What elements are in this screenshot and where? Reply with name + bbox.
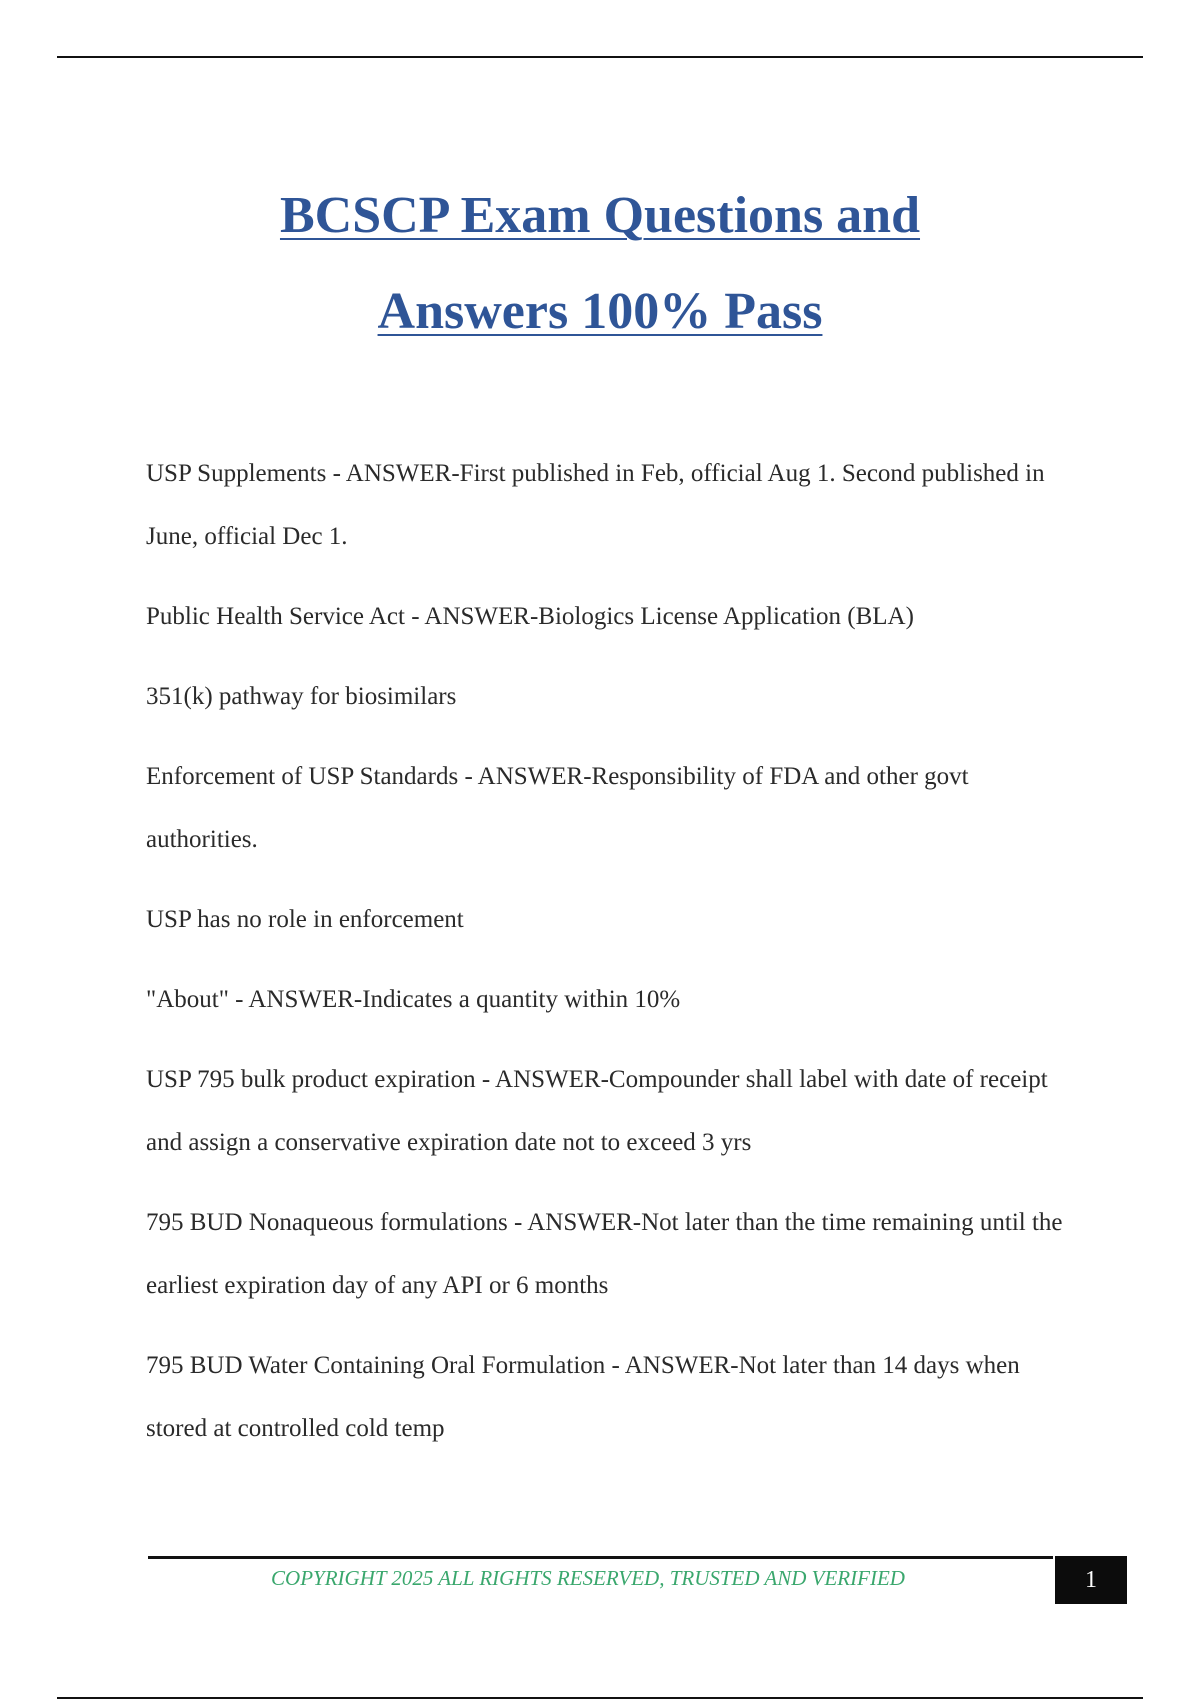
- document-body: [146, 442, 1066, 1477]
- paragraph: USP Supplements - ANSWER-First published in Feb, official Aug 1. Second published in June, official Dec 1.: [146, 460, 1045, 550]
- footer-rule: [148, 1556, 1053, 1559]
- page-number: 1: [1055, 1556, 1127, 1604]
- title-line-2: Answers 100% Pass: [377, 283, 823, 340]
- paragraph: USP has no role in enforcement: [146, 906, 464, 933]
- paragraph: USP 795 bulk product expiration - ANSWER-Compounder shall label with date of receipt and assign a conservative expiration date not to exceed 3 yrs: [146, 1066, 1048, 1156]
- paragraph: Enforcement of USP Standards - ANSWER-Responsibility of FDA and other govt authorities.: [146, 763, 969, 853]
- document-title: [0, 168, 1200, 360]
- paragraph: 795 BUD Nonaqueous formulations - ANSWER-Not later than the time remaining until the earliest expiration day of any API or 6 months: [146, 1209, 1063, 1299]
- top-rule: [57, 56, 1143, 58]
- paragraph: 795 BUD Water Containing Oral Formulation - ANSWER-Not later than 14 days when stored at controlled cold temp: [146, 1352, 1020, 1442]
- bottom-rule: [57, 1697, 1143, 1699]
- title-line-1: BCSCP Exam Questions and: [279, 187, 921, 244]
- footer-copyright: COPYRIGHT 2025 ALL RIGHTS RESERVED, TRUSTED AND VERIFIED: [271, 1566, 905, 1590]
- paragraph: Public Health Service Act - ANSWER-Biologics License Application (BLA): [146, 603, 914, 630]
- paragraph: 351(k) pathway for biosimilars: [146, 683, 457, 710]
- paragraph: "About" - ANSWER-Indicates a quantity within 10%: [146, 986, 681, 1013]
